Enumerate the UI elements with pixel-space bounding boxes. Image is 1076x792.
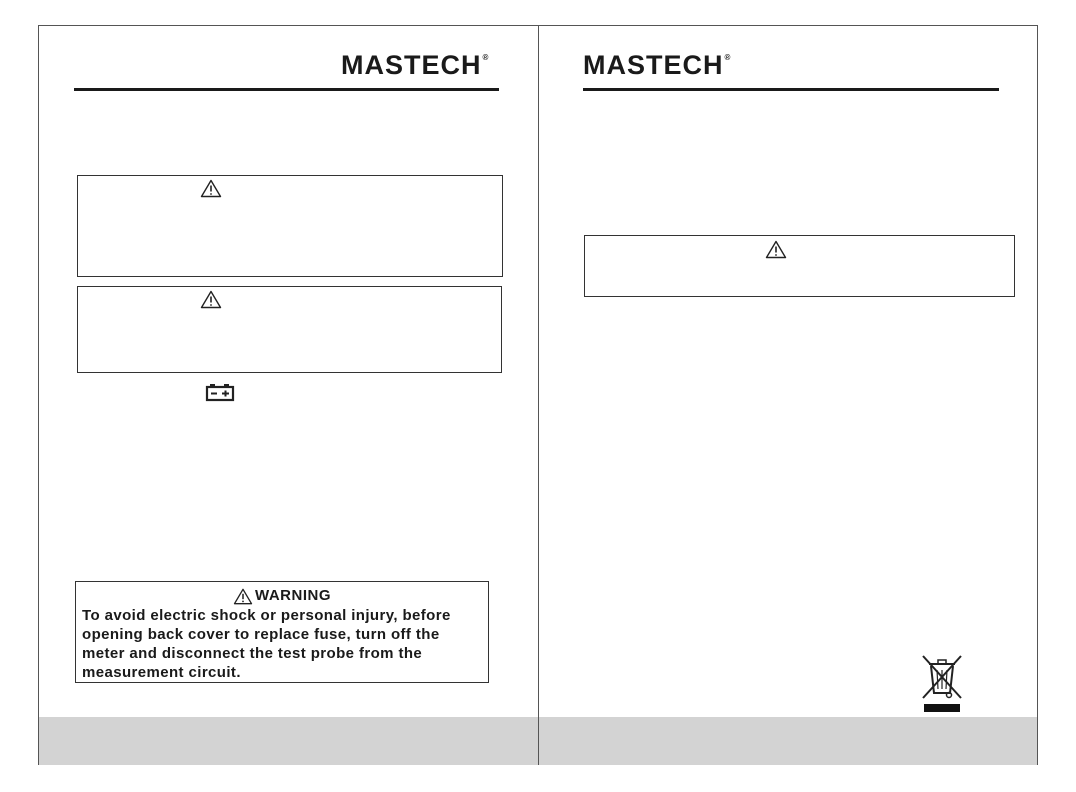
caution-box	[584, 235, 1015, 297]
left-page	[38, 25, 538, 765]
warning-line: meter and disconnect the test probe from the	[82, 645, 423, 662]
warning-line: opening back cover to replace fuse, turn off the	[82, 626, 440, 643]
footer-band	[539, 717, 1037, 765]
warning-title	[82, 587, 482, 605]
brand-logo	[583, 52, 729, 79]
right-page	[538, 25, 1038, 765]
warning-triangle-icon	[765, 240, 787, 259]
header-rule	[583, 88, 999, 91]
caution-box-1	[77, 175, 503, 277]
caution-box-2	[77, 286, 502, 373]
warning-box	[75, 581, 489, 683]
footer-band	[39, 717, 538, 765]
warning-triangle-icon	[200, 290, 222, 309]
header-rule	[74, 88, 499, 91]
battery-icon	[205, 383, 235, 402]
logo-text: MASTECH	[583, 50, 724, 80]
warning-line: measurement circuit.	[82, 664, 241, 681]
warning-body	[82, 606, 482, 682]
crossed-out-wheelie-bin-icon	[919, 652, 965, 714]
warning-triangle-icon	[200, 179, 222, 198]
warning-line: To avoid electric shock or personal injury, before	[82, 607, 451, 624]
brand-logo	[341, 52, 487, 79]
warning-title-text: WARNING	[255, 587, 331, 604]
registered-mark: ®	[724, 53, 731, 62]
logo-text: MASTECH	[341, 50, 482, 80]
registered-mark: ®	[482, 53, 489, 62]
warning-triangle-icon	[233, 588, 253, 605]
